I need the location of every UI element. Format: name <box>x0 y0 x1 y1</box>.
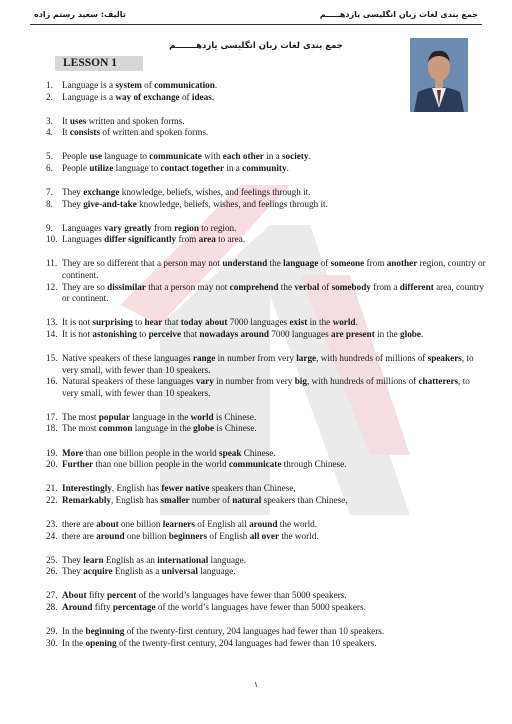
sentence-text: from <box>176 234 199 245</box>
sentence-text: . <box>355 317 358 328</box>
keyword: chatterers <box>418 376 459 387</box>
sentence-text: They <box>62 198 84 209</box>
vocab-sentence <box>46 353 486 376</box>
sentence-text: written and spoken forms. <box>86 115 185 126</box>
sentence-number: 30. <box>46 637 58 648</box>
keyword: percentage <box>112 601 156 612</box>
keyword: natural <box>232 494 262 505</box>
book-header: جمع بندی لغات زبان انگلیسی یازدهـــــم <box>319 10 478 19</box>
sentence-text: . <box>420 328 424 339</box>
vocab-sentence <box>46 412 486 424</box>
sentence-number: 11. <box>46 258 58 269</box>
sentence-text: Language is a <box>62 91 116 102</box>
spacer <box>46 542 486 555</box>
keyword: Remarkably <box>62 494 111 505</box>
sentence-text: of the twenty-first century, 204 languages had fewer than 10 speakers. <box>124 626 385 636</box>
sentence-number: 4. <box>46 127 53 138</box>
sentence-number: 9. <box>46 222 53 233</box>
sentence-text: People <box>62 162 90 173</box>
keyword: universal <box>161 566 198 577</box>
vocab-sentence <box>46 459 486 471</box>
sentence-text: one billion <box>124 530 169 541</box>
sentence-text: They are so <box>62 281 108 292</box>
keyword: Further <box>62 459 94 470</box>
keyword: language <box>283 258 319 269</box>
keyword: give-and-take <box>83 198 137 209</box>
sentence-text: of written and spoken forms. <box>100 127 209 138</box>
sentence-text: than one billion people in the world <box>93 459 229 470</box>
keyword: learn <box>83 554 104 565</box>
sentence-number: 22. <box>46 494 58 505</box>
keyword: each other <box>222 151 264 162</box>
page-number: ۱ <box>253 680 259 689</box>
sentence-text: . <box>286 162 289 173</box>
sentence-text: . <box>214 80 218 90</box>
keyword: About <box>62 590 87 601</box>
spacer <box>46 614 486 627</box>
keyword: world <box>332 317 356 328</box>
spacer <box>46 341 486 354</box>
sentence-number: 14. <box>46 328 58 339</box>
keyword: way of exchange <box>115 91 180 102</box>
keyword: utilize <box>89 162 114 173</box>
vocab-sentence <box>46 282 486 305</box>
keyword: exchange <box>83 187 120 198</box>
keyword: communicate <box>228 459 282 470</box>
sentence-number: 2. <box>46 91 53 102</box>
vocab-sentence <box>46 531 486 543</box>
keyword: learners <box>162 518 195 529</box>
sentence-text: , with hundreds of millions of <box>306 376 419 387</box>
page-title-persian: جمع بندی لغات زبان انگلیسی یازدهـــــــم <box>169 41 343 51</box>
author-header: تالیف: سعید رستم زاده <box>34 10 126 19</box>
keyword: uses <box>69 115 87 126</box>
sentence-number: 21. <box>46 483 58 494</box>
sentence-number: 5. <box>46 151 53 162</box>
sentence-text: They <box>62 566 84 577</box>
keyword: beginning <box>85 626 125 636</box>
keyword: someone <box>330 258 365 269</box>
sentence-text: of English <box>207 530 250 541</box>
sentence-text: language in the <box>129 411 191 422</box>
sentence-text: in a <box>263 151 282 162</box>
vocab-sentence <box>46 483 486 495</box>
keyword: nowadays around <box>199 328 269 339</box>
spacer <box>46 103 486 116</box>
keyword: different <box>399 281 434 292</box>
sentence-text: knowledge, beliefs, wishes, and feelings through it. <box>119 187 311 198</box>
sentence-text: language. <box>197 566 236 577</box>
keyword: today about <box>180 317 228 328</box>
keyword: surprising <box>92 317 133 328</box>
vocab-sentence <box>46 317 486 329</box>
sentence-number: 17. <box>46 411 58 422</box>
keyword: differ significantly <box>104 234 177 245</box>
keyword: understand <box>222 258 268 269</box>
sentence-text: 7000 languages <box>268 328 331 339</box>
sentence-text: speakers than Chinese, <box>209 483 296 494</box>
sentence-text: than one billion people in the world <box>83 447 220 458</box>
sentence-text: knowledge, beliefs, wishes, and feelings through it. <box>136 198 328 209</box>
sentence-text: The most <box>62 411 99 422</box>
sentence-number: 1. <box>46 80 53 90</box>
sentence-text: , with hundreds of millions of <box>316 353 428 363</box>
sentence-number: 24. <box>46 530 58 541</box>
sentence-text: in the <box>374 328 401 339</box>
keyword: exist <box>289 317 308 328</box>
vocab-sentence <box>46 329 486 341</box>
keyword: opening <box>85 637 117 648</box>
spacer <box>46 471 486 484</box>
spacer <box>46 578 486 591</box>
sentence-number: 10. <box>46 234 58 245</box>
sentence-text: language. <box>208 554 247 565</box>
sentence-text: fifty <box>92 601 113 612</box>
keyword: smaller <box>160 494 190 505</box>
spacer <box>46 139 486 152</box>
keyword: communication <box>154 80 215 90</box>
sentence-number: 23. <box>46 518 58 529</box>
vocabulary-list <box>46 80 486 649</box>
sentence-text: region, country or continent. <box>62 258 486 281</box>
sentence-text: language to <box>102 151 150 162</box>
keyword: community <box>242 162 287 173</box>
keyword: popular <box>98 411 130 422</box>
vocab-sentence <box>46 127 486 139</box>
keyword: beginners <box>168 530 208 541</box>
sentence-number: 19. <box>46 447 58 458</box>
sentence-text: speakers than Chinese, <box>261 494 348 505</box>
sentence-text: is Chinese. <box>214 423 257 434</box>
vocab-sentence <box>46 187 486 199</box>
keyword: ideas <box>191 91 212 102</box>
keyword: dissimilar <box>107 281 146 292</box>
sentence-text: of <box>319 281 332 292</box>
vocab-sentence <box>46 234 486 246</box>
vocab-sentence <box>46 448 486 460</box>
sentence-text: of the twenty-first century, 204 languages had fewer than 10 speakers. <box>116 637 377 648</box>
sentence-text: through Chinese. <box>281 459 347 470</box>
sentence-text: of <box>141 80 155 90</box>
sentence-text: They <box>62 554 84 565</box>
sentence-text: It is not <box>62 317 93 328</box>
sentence-text: of the world’s languages have fewer than 5000 speakers. <box>155 601 366 612</box>
keyword: percent <box>106 590 137 601</box>
sentence-text: in a <box>224 162 243 173</box>
keyword: consists <box>69 127 101 138</box>
sentence-text: Languages <box>62 222 105 233</box>
sentence-number: 26. <box>46 566 58 577</box>
vocab-sentence <box>46 555 486 567</box>
vocab-sentence <box>46 423 486 435</box>
keyword: vary greatly <box>104 222 152 233</box>
sentence-number: 25. <box>46 554 58 565</box>
keyword: acquire <box>83 566 113 577</box>
sentence-number: 28. <box>46 601 58 612</box>
vocab-sentence <box>46 92 486 104</box>
sentence-text: . <box>308 151 311 162</box>
keyword: hear <box>144 317 163 328</box>
vocab-sentence <box>46 163 486 175</box>
sentence-number: 15. <box>46 353 58 363</box>
sentence-number: 12. <box>46 281 58 292</box>
keyword: common <box>98 423 133 434</box>
keyword: contact together <box>160 162 225 173</box>
sentence-text: to region. <box>198 222 237 233</box>
vocab-sentence <box>46 199 486 211</box>
header-rule <box>30 24 482 25</box>
keyword: Interestingly <box>62 483 112 494</box>
keyword: use <box>89 151 103 162</box>
spacer <box>46 175 486 188</box>
sentence-text: , English has <box>111 494 161 505</box>
sentence-text: English as an <box>103 554 158 565</box>
spacer <box>46 210 486 223</box>
vocab-sentence <box>46 626 486 638</box>
sentence-text: It <box>62 127 70 138</box>
sentence-text: the world. <box>279 530 319 541</box>
keyword: system <box>115 80 142 90</box>
keyword: around <box>96 530 125 541</box>
sentence-number: 16. <box>46 376 58 387</box>
keyword: Around <box>62 601 93 612</box>
keyword: comprehend <box>229 281 279 292</box>
sentence-text: It is not <box>62 328 93 339</box>
sentence-text: The most <box>62 423 99 434</box>
vocab-sentence <box>46 495 486 507</box>
vocab-sentence <box>46 566 486 578</box>
sentence-text: that <box>181 328 200 339</box>
vocab-sentence <box>46 376 486 399</box>
sentence-text: language to <box>113 162 161 173</box>
sentence-text: with <box>201 151 223 162</box>
vocab-sentence <box>46 602 486 614</box>
sentence-number: 3. <box>46 115 53 126</box>
sentence-number: 20. <box>46 459 58 470</box>
keyword: somebody <box>331 281 371 292</box>
keyword: society <box>281 151 309 162</box>
sentence-text: number of <box>189 494 233 505</box>
sentence-text: that a person may not <box>145 281 230 292</box>
sentence-text: there are <box>62 518 97 529</box>
vocab-sentence <box>46 519 486 531</box>
keyword: region <box>174 222 199 233</box>
spacer <box>46 246 486 259</box>
sentence-number: 13. <box>46 317 58 328</box>
sentence-text: They are so different that a person may not <box>62 258 223 269</box>
spacer <box>46 305 486 318</box>
vocab-sentence <box>46 258 486 281</box>
keyword: large <box>296 353 317 363</box>
spacer <box>46 435 486 448</box>
sentence-text: of English all <box>194 518 250 529</box>
keyword: perceive <box>148 328 182 339</box>
sentence-number: 27. <box>46 590 58 601</box>
sentence-text: from <box>151 222 175 233</box>
keyword: speak <box>219 447 242 458</box>
keyword: international <box>157 554 209 565</box>
sentence-text: , to very small, with fewer than 10 speakers. <box>62 353 474 375</box>
sentence-text: of the world’s languages have fewer than 5000 speakers. <box>136 590 347 601</box>
sentence-text: the world. <box>277 518 318 529</box>
sentence-text: to area. <box>215 234 246 245</box>
keyword: vary <box>195 376 214 387</box>
keyword: globe <box>193 423 215 434</box>
sentence-text: that <box>162 317 181 328</box>
keyword: another <box>386 258 418 269</box>
sentence-number: 18. <box>46 423 58 434</box>
sentence-number: 7. <box>46 187 53 198</box>
sentence-text: there are <box>62 530 97 541</box>
keyword: astonishing <box>92 328 137 339</box>
keyword: globe <box>400 328 421 339</box>
sentence-text: of <box>179 91 192 102</box>
sentence-text: of <box>318 258 331 269</box>
sentence-text: 7000 languages <box>227 317 290 328</box>
keyword: communicate <box>149 151 202 162</box>
sentence-text: Languages <box>62 234 105 245</box>
sentence-text: from a <box>370 281 400 292</box>
spacer <box>46 506 486 519</box>
sentence-text: , to very small, with fewer than 10 speakers. <box>62 376 470 398</box>
keyword: about <box>96 518 119 529</box>
sentence-text: one billion <box>118 518 163 529</box>
sentence-text: from <box>364 258 387 269</box>
sentence-text: English as a <box>112 566 162 577</box>
vocab-sentence <box>46 223 486 235</box>
sentence-text: People <box>62 151 90 162</box>
sentence-text: Native speakers of these languages <box>62 353 193 363</box>
sentence-text: Natural speakers of these languages <box>62 376 196 387</box>
sentence-text: the <box>267 258 284 269</box>
sentence-text: . <box>211 91 215 102</box>
sentence-text: to <box>132 317 145 328</box>
keyword: world <box>190 411 214 422</box>
sentence-text: area, country or continent. <box>62 281 485 304</box>
keyword: area <box>198 234 216 245</box>
sentence-text: They <box>62 187 84 198</box>
sentence-text: in number from very <box>213 376 295 387</box>
keyword: around <box>249 518 278 529</box>
lesson-label: LESSON 1 <box>55 56 143 71</box>
vocab-sentence <box>46 80 486 92</box>
vocab-sentence <box>46 638 486 650</box>
keyword: range <box>192 353 216 363</box>
sentence-text: , English has <box>111 483 162 494</box>
keyword: are present <box>330 328 375 339</box>
sentence-number: 6. <box>46 162 53 173</box>
vocab-sentence <box>46 151 486 163</box>
sentence-text: in the <box>307 317 333 328</box>
sentence-text: Language is a <box>62 80 116 90</box>
keyword: all over <box>249 530 280 541</box>
sentence-text: language in the <box>132 423 194 434</box>
sentence-text: In the <box>62 626 86 636</box>
keyword: speakers <box>427 353 462 363</box>
vocab-sentence <box>46 116 486 128</box>
vocab-sentence <box>46 590 486 602</box>
keyword: big <box>294 376 307 387</box>
sentence-text: In the <box>62 637 86 648</box>
keyword: fewer native <box>161 483 210 494</box>
keyword: verbal <box>294 281 320 292</box>
sentence-number: 8. <box>46 198 53 209</box>
sentence-text: It <box>62 115 70 126</box>
sentence-number: 29. <box>46 626 58 636</box>
sentence-text: fifty <box>86 590 107 601</box>
sentence-text: the <box>278 281 295 292</box>
sentence-text: is Chinese. <box>213 411 257 422</box>
sentence-text: to <box>136 328 149 339</box>
spacer <box>46 399 486 412</box>
sentence-text: in number from very <box>215 353 297 363</box>
sentence-text: Chinese. <box>241 447 276 458</box>
keyword: More <box>62 447 84 458</box>
